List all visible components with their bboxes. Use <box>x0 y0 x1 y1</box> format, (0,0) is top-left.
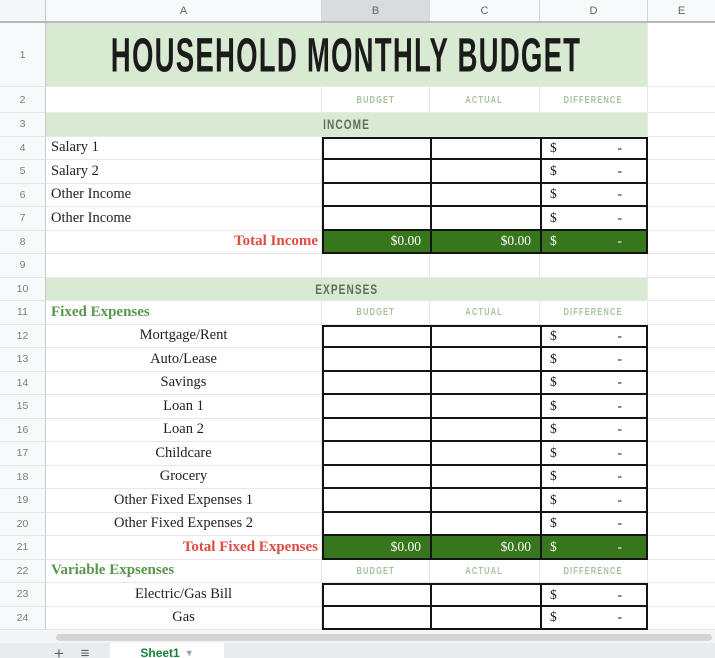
row-23 <box>0 583 715 607</box>
row-header-23[interactable]: 23 <box>0 583 46 607</box>
budget-cell-b19[interactable] <box>324 489 430 511</box>
difference-cell-d17[interactable] <box>540 442 646 464</box>
cell-e5[interactable] <box>648 160 715 184</box>
budget-cell-b13[interactable] <box>324 348 430 370</box>
row-18 <box>0 466 715 490</box>
currency-symbol: $ <box>550 491 557 507</box>
difference-cell-d18[interactable] <box>540 466 646 488</box>
section-band-10[interactable] <box>46 278 648 302</box>
subheader-budget-22[interactable] <box>322 560 430 584</box>
cell-b9[interactable] <box>322 254 430 278</box>
sheet-tab-bar <box>0 643 715 658</box>
row-9 <box>0 254 715 278</box>
sheet-grid <box>0 23 715 630</box>
cell-d9[interactable] <box>540 254 648 278</box>
currency-symbol: $ <box>550 444 557 460</box>
budget-cell-b12[interactable] <box>324 327 430 347</box>
actual-cell-c7[interactable] <box>430 207 540 229</box>
dash-value: - <box>617 515 622 531</box>
row-label: Other Income <box>51 186 132 203</box>
subheader-label: DIFFERENCE <box>563 93 624 106</box>
amount-cells-5 <box>322 160 648 184</box>
dash-value: - <box>617 538 622 554</box>
cell-a18[interactable] <box>46 466 322 490</box>
total-budget-b8[interactable]: $0.00 <box>390 233 421 249</box>
cell-e13[interactable] <box>648 348 715 372</box>
cell-a20[interactable] <box>46 513 322 537</box>
actual-cell-c13[interactable] <box>430 348 540 370</box>
cell-a19[interactable] <box>46 489 322 513</box>
amount-cells-20 <box>322 513 648 537</box>
sheet-tab-sheet1[interactable] <box>110 643 224 658</box>
row-header-20[interactable]: 20 <box>0 513 46 537</box>
row-4 <box>0 137 715 161</box>
select-all-corner[interactable] <box>0 0 46 21</box>
difference-cell-d20[interactable] <box>540 513 646 535</box>
row-header-12[interactable]: 12 <box>0 325 46 349</box>
row-header-13[interactable]: 13 <box>0 348 46 372</box>
row-label: Salary 2 <box>51 162 99 179</box>
dash-value: - <box>617 140 622 156</box>
actual-cell-c14[interactable] <box>430 372 540 394</box>
amount-cells-4 <box>322 137 648 161</box>
row-header-7[interactable]: 7 <box>0 207 46 231</box>
sheet-tab-caret-icon[interactable]: ▼ <box>184 648 194 658</box>
row-17 <box>0 442 715 466</box>
currency-symbol: $ <box>550 538 557 554</box>
subheader-actual-2[interactable] <box>430 87 540 113</box>
row-header-9[interactable]: 9 <box>0 254 46 278</box>
cell-a23[interactable] <box>46 583 322 607</box>
amount-cells-18 <box>322 466 648 490</box>
amount-cells-19 <box>322 489 648 513</box>
row-5 <box>0 160 715 184</box>
row-header-19[interactable]: 19 <box>0 489 46 513</box>
cell-a22[interactable] <box>46 560 322 584</box>
row-header-22[interactable]: 22 <box>0 560 46 584</box>
add-sheet-icon[interactable]: + <box>54 644 64 658</box>
cell-e7[interactable] <box>648 207 715 231</box>
row-14 <box>0 372 715 396</box>
subheader-budget-11[interactable] <box>322 301 430 325</box>
budget-cell-b6[interactable] <box>324 184 430 206</box>
row-header-24[interactable]: 24 <box>0 607 46 631</box>
row-15 <box>0 395 715 419</box>
column-header-row <box>0 0 715 23</box>
subheader-actual-11[interactable] <box>430 301 540 325</box>
difference-cell-d7[interactable] <box>540 207 646 229</box>
dash-value: - <box>617 233 622 249</box>
cell-e12[interactable] <box>648 325 715 349</box>
cell-a21[interactable] <box>46 536 322 560</box>
row-header-10[interactable]: 10 <box>0 278 46 302</box>
row-label: Grocery <box>159 468 208 485</box>
cell-e24[interactable] <box>648 607 715 631</box>
currency-symbol: $ <box>550 350 557 366</box>
row-1 <box>0 23 715 87</box>
cell-e21[interactable] <box>648 536 715 560</box>
row-header-21[interactable]: 21 <box>0 536 46 560</box>
cell-c9[interactable] <box>430 254 540 278</box>
currency-symbol: $ <box>550 140 557 156</box>
row-header-1[interactable]: 1 <box>0 23 46 87</box>
row-22 <box>0 560 715 584</box>
row-label: Other Income <box>51 209 132 226</box>
sheet-footer <box>0 630 715 658</box>
dash-value: - <box>617 397 622 413</box>
difference-cell-d15[interactable] <box>540 395 646 417</box>
currency-symbol: $ <box>550 468 557 484</box>
actual-cell-c19[interactable] <box>430 489 540 511</box>
total-budget-b21[interactable]: $0.00 <box>390 538 421 554</box>
band-label: EXPENSES <box>314 280 378 297</box>
actual-cell-c12[interactable] <box>430 327 540 347</box>
subheader-budget-2[interactable] <box>322 87 430 113</box>
budget-cell-b14[interactable] <box>324 372 430 394</box>
cell-a9[interactable] <box>46 254 322 278</box>
currency-symbol: $ <box>550 162 557 178</box>
difference-cell-d8[interactable] <box>540 231 646 253</box>
cell-a7[interactable] <box>46 207 322 231</box>
page-title: HOUSEHOLD MONTHLY BUDGET <box>111 27 582 82</box>
cell-e15[interactable] <box>648 395 715 419</box>
cell-e11[interactable] <box>648 301 715 325</box>
amount-cells-6 <box>322 184 648 208</box>
cell-a11[interactable] <box>46 301 322 325</box>
subheader-label: ACTUAL <box>465 306 504 319</box>
actual-cell-c24[interactable] <box>430 607 540 629</box>
actual-cell-c20[interactable] <box>430 513 540 535</box>
difference-cell-d13[interactable] <box>540 348 646 370</box>
cell-a24[interactable] <box>46 607 322 631</box>
currency-symbol: $ <box>550 374 557 390</box>
difference-cell-d16[interactable] <box>540 419 646 441</box>
row-header-5[interactable]: 5 <box>0 160 46 184</box>
row-21 <box>0 536 715 560</box>
cell-a4[interactable] <box>46 137 322 161</box>
row-8 <box>0 231 715 255</box>
amount-cells-13 <box>322 348 648 372</box>
difference-cell-d6[interactable] <box>540 184 646 206</box>
currency-symbol: $ <box>550 609 557 625</box>
row-label: Loan 2 <box>163 421 204 438</box>
dash-value: - <box>617 586 622 602</box>
actual-cell-c15[interactable] <box>430 395 540 417</box>
actual-cell-c16[interactable] <box>430 419 540 441</box>
subheader-label: DIFFERENCE <box>563 306 624 319</box>
row-header-8[interactable]: 8 <box>0 231 46 255</box>
column-header-label: B <box>371 4 380 17</box>
dash-value: - <box>617 186 622 202</box>
dash-value: - <box>617 444 622 460</box>
column-header-label: D <box>589 4 598 17</box>
currency-symbol: $ <box>550 186 557 202</box>
amount-cells-24 <box>322 607 648 631</box>
column-header-label: E <box>677 4 686 17</box>
cell-e8[interactable] <box>648 231 715 255</box>
budget-cell-b5[interactable] <box>324 160 430 182</box>
row-7 <box>0 207 715 231</box>
difference-cell-d14[interactable] <box>540 372 646 394</box>
budget-cell-b20[interactable] <box>324 513 430 535</box>
budget-cell-b17[interactable] <box>324 442 430 464</box>
amount-cells-15 <box>322 395 648 419</box>
actual-cell-c18[interactable] <box>430 466 540 488</box>
currency-symbol: $ <box>550 515 557 531</box>
row-13 <box>0 348 715 372</box>
cell-e23[interactable] <box>648 583 715 607</box>
difference-cell-d21[interactable] <box>540 536 646 558</box>
cell-a13[interactable] <box>46 348 322 372</box>
difference-cell-d19[interactable] <box>540 489 646 511</box>
cell-a5[interactable] <box>46 160 322 184</box>
section-band-3[interactable] <box>46 113 648 137</box>
total-label: Total Fixed Expenses <box>182 538 318 555</box>
row-2 <box>0 87 715 113</box>
row-header-18[interactable]: 18 <box>0 466 46 490</box>
row-label: Savings <box>160 374 207 391</box>
cell-e19[interactable] <box>648 489 715 513</box>
dash-value: - <box>617 374 622 390</box>
budget-cell-b4[interactable] <box>324 139 430 159</box>
amount-cells-17 <box>322 442 648 466</box>
cell-e2[interactable] <box>648 87 715 113</box>
currency-symbol: $ <box>550 586 557 602</box>
cell-e9[interactable] <box>648 254 715 278</box>
budget-cell-b23[interactable] <box>324 585 430 605</box>
row-label: Auto/Lease <box>150 350 217 367</box>
row-24 <box>0 607 715 631</box>
difference-cell-d4[interactable] <box>540 139 646 159</box>
actual-cell-c4[interactable] <box>430 139 540 159</box>
row-label: Salary 1 <box>51 139 99 156</box>
row-label: Childcare <box>155 444 212 461</box>
budget-cell-b7[interactable] <box>324 207 430 229</box>
cell-a16[interactable] <box>46 419 322 443</box>
cell-a12[interactable] <box>46 325 322 349</box>
cell-a14[interactable] <box>46 372 322 396</box>
row-11 <box>0 301 715 325</box>
cell-e1[interactable] <box>648 23 715 87</box>
subheader-label: BUDGET <box>356 564 395 577</box>
column-header-label: C <box>480 4 489 17</box>
cell-e4[interactable] <box>648 137 715 161</box>
dash-value: - <box>617 491 622 507</box>
total-cells-21 <box>322 536 648 560</box>
cell-a8[interactable] <box>46 231 322 255</box>
amount-cells-23 <box>322 583 648 607</box>
row-12 <box>0 325 715 349</box>
amount-cells-16 <box>322 419 648 443</box>
cell-e3[interactable] <box>648 113 715 137</box>
band-label: INCOME <box>323 116 370 133</box>
subheader-difference-22[interactable] <box>540 560 648 584</box>
all-sheets-icon[interactable]: ≡ <box>80 645 90 658</box>
row-19 <box>0 489 715 513</box>
cell-e22[interactable] <box>648 560 715 584</box>
cell-e10[interactable] <box>648 278 715 302</box>
currency-symbol: $ <box>550 397 557 413</box>
cell-a6[interactable] <box>46 184 322 208</box>
subheader-label: ACTUAL <box>465 564 504 577</box>
row-label: Loan 1 <box>163 397 204 414</box>
column-header-d[interactable] <box>540 0 648 21</box>
subheader-difference-2[interactable] <box>540 87 648 113</box>
difference-cell-d23[interactable] <box>540 585 646 605</box>
section-label: Variable Expsenses <box>51 562 175 579</box>
subheader-label: BUDGET <box>356 93 395 106</box>
row-header-11[interactable]: 11 <box>0 301 46 325</box>
cell-e14[interactable] <box>648 372 715 396</box>
difference-cell-d12[interactable] <box>540 327 646 347</box>
column-header-b[interactable] <box>322 0 430 21</box>
dash-value: - <box>617 328 622 344</box>
amount-cells-12 <box>322 325 648 349</box>
difference-cell-d5[interactable] <box>540 160 646 182</box>
cell-a15[interactable] <box>46 395 322 419</box>
row-20 <box>0 513 715 537</box>
currency-symbol: $ <box>550 328 557 344</box>
amount-cells-7 <box>322 207 648 231</box>
cell-a17[interactable] <box>46 442 322 466</box>
cell-e18[interactable] <box>648 466 715 490</box>
row-16 <box>0 419 715 443</box>
row-label: Other Fixed Expenses 2 <box>114 515 253 532</box>
subheader-label: ACTUAL <box>465 93 504 106</box>
column-header-c[interactable] <box>430 0 540 21</box>
budget-cell-b18[interactable] <box>324 466 430 488</box>
row-3 <box>0 113 715 137</box>
total-cells-8 <box>322 231 648 255</box>
currency-symbol: $ <box>550 421 557 437</box>
total-actual-c8[interactable]: $0.00 <box>430 231 540 253</box>
difference-cell-d24[interactable] <box>540 607 646 629</box>
row-label: Other Fixed Expenses 1 <box>114 491 253 508</box>
row-label: Electric/Gas Bill <box>134 585 233 602</box>
column-header-a[interactable] <box>46 0 322 21</box>
subheader-label: BUDGET <box>356 306 395 319</box>
row-6 <box>0 184 715 208</box>
row-10 <box>0 278 715 302</box>
actual-cell-c6[interactable] <box>430 184 540 206</box>
dash-value: - <box>617 162 622 178</box>
title-cell[interactable] <box>46 23 648 87</box>
subheader-label: DIFFERENCE <box>563 564 624 577</box>
cell-e17[interactable] <box>648 442 715 466</box>
subheader-actual-22[interactable] <box>430 560 540 584</box>
currency-symbol: $ <box>550 209 557 225</box>
dash-value: - <box>617 421 622 437</box>
row-label: Mortgage/Rent <box>139 327 228 344</box>
cell-e20[interactable] <box>648 513 715 537</box>
dash-value: - <box>617 209 622 225</box>
row-header-16[interactable]: 16 <box>0 419 46 443</box>
row-header-14[interactable]: 14 <box>0 372 46 396</box>
sheet-tab-label: Sheet1 <box>140 646 180 658</box>
section-label: Fixed Expenses <box>51 303 150 320</box>
cell-e16[interactable] <box>648 419 715 443</box>
budget-cell-b24[interactable] <box>324 607 430 629</box>
horizontal-scrollbar[interactable] <box>56 634 712 641</box>
row-header-17[interactable]: 17 <box>0 442 46 466</box>
column-header-e[interactable] <box>648 0 715 21</box>
row-header-6[interactable]: 6 <box>0 184 46 208</box>
budget-cell-b15[interactable] <box>324 395 430 417</box>
cell-e6[interactable] <box>648 184 715 208</box>
row-label: Gas <box>172 609 195 626</box>
budget-cell-b16[interactable] <box>324 419 430 441</box>
row-header-4[interactable]: 4 <box>0 137 46 161</box>
subheader-difference-11[interactable] <box>540 301 648 325</box>
cell-a2[interactable] <box>46 87 322 113</box>
actual-cell-c17[interactable] <box>430 442 540 464</box>
actual-cell-c5[interactable] <box>430 160 540 182</box>
row-header-3[interactable]: 3 <box>0 113 46 137</box>
actual-cell-c23[interactable] <box>430 585 540 605</box>
total-label: Total Income <box>233 233 318 250</box>
currency-symbol: $ <box>550 233 557 249</box>
dash-value: - <box>617 609 622 625</box>
dash-value: - <box>617 350 622 366</box>
column-header-label: A <box>179 4 188 17</box>
dash-value: - <box>617 468 622 484</box>
row-header-15[interactable]: 15 <box>0 395 46 419</box>
total-actual-c21[interactable]: $0.00 <box>430 536 540 558</box>
amount-cells-14 <box>322 372 648 396</box>
row-header-2[interactable]: 2 <box>0 87 46 113</box>
